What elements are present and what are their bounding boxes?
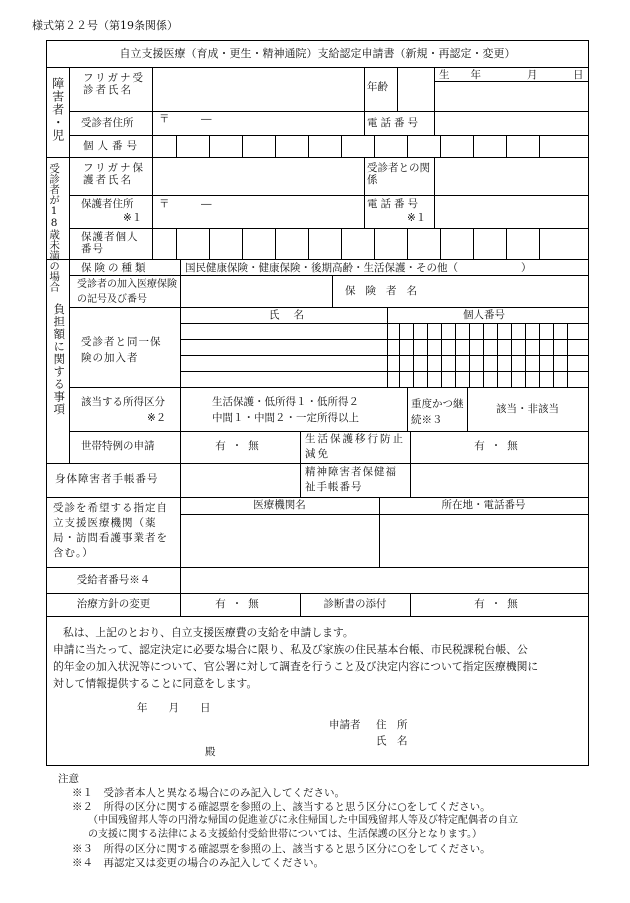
physical-handbook-field[interactable]: [181, 464, 299, 496]
severe-continuous-label: 重度かつ継続※３: [411, 398, 464, 426]
severe-continuous-options[interactable]: 該当・非該当: [496, 403, 559, 415]
statement-line-1: 私は、上記のとおり、自立支援医療費の支給を申請します。: [63, 626, 354, 639]
household-special-label: 世帯特例の申請: [81, 440, 155, 452]
institution-name-header: 医療機関名: [253, 499, 306, 511]
guardian-phone-note: ※１: [407, 212, 427, 224]
birth-date-field[interactable]: [435, 82, 587, 110]
note-2-detail-2: の支援に関する法律による支援給付受給世帯については、生活保護の区分となります。）: [88, 829, 482, 840]
guardian-postal-code[interactable]: 〒 ―: [159, 198, 212, 210]
income-category-note: ※２: [147, 412, 167, 424]
guardian-name-field[interactable]: [153, 158, 363, 194]
birth-year-label: 生 年: [439, 69, 481, 81]
guardian-address-label: 保護者住所: [81, 198, 134, 210]
patient-phone-field[interactable]: [435, 112, 587, 134]
guardian-name-label: フリガナ保護者氏名: [83, 162, 145, 187]
institution-label: 受診を希望する指定自立支援医療機関（薬局・訪問看護事業者を含む。）: [53, 502, 168, 559]
notes-heading: 注意: [58, 773, 79, 785]
welfare-transition-options[interactable]: 有・無: [474, 440, 524, 452]
application-form: [46, 40, 589, 766]
patient-name-label: フリガナ受診者氏名: [83, 72, 145, 97]
treatment-change-label: 治療方針の変更: [76, 598, 151, 610]
guardian-my-number-field[interactable]: [153, 229, 587, 258]
guardian-phone-label: 電話番号: [367, 198, 421, 210]
age-field[interactable]: [398, 68, 433, 110]
patient-name-field[interactable]: [153, 68, 363, 110]
same-insurance-name-header: 氏名: [269, 309, 318, 321]
applicant-signature-field[interactable]: [417, 717, 582, 751]
institution-name-field[interactable]: [181, 515, 378, 566]
recipient-number-field[interactable]: [181, 568, 587, 592]
same-insurance-label: 受診者と同一保険の加入者: [81, 336, 162, 364]
statement-line-3: 的年金の加入状況等について、官公署に対して調査を行うこと及び決定内容について指定医療機関に: [53, 660, 539, 673]
addressee-suffix: 殿: [205, 746, 216, 758]
institution-address-field[interactable]: [380, 515, 587, 566]
mental-handbook-field[interactable]: [411, 464, 587, 496]
guardian-phone-field[interactable]: [435, 196, 587, 227]
physical-handbook-label: 身体障害者手帳番号: [55, 473, 159, 485]
household-special-options[interactable]: 有・無: [215, 440, 265, 452]
birth-month-label: 月: [527, 69, 538, 81]
notes: [58, 772, 618, 870]
application-date[interactable]: 年 月 日: [137, 702, 211, 714]
note-4: ※４ 再認定又は変更の場合のみ記入してください。: [72, 857, 324, 869]
insurer-name-label: 保険者名: [345, 285, 427, 297]
burden-section-label: 負担額に関する事項: [52, 303, 67, 416]
insurance-type-label: 保険の種類: [81, 262, 149, 274]
relation-field[interactable]: [435, 158, 587, 194]
patient-my-number-field[interactable]: [153, 136, 587, 156]
age-label: 年齢: [367, 81, 388, 93]
relation-label: 受診者との関係: [367, 162, 430, 187]
patient-section-label: 障害者・児: [50, 77, 65, 142]
patient-my-number-label: 個人番号: [83, 140, 141, 152]
same-insurance-my-number-field[interactable]: [388, 324, 587, 386]
note-2-detail-1: （中国残留邦人等の円滑な帰国の促進並びに永住帰国した中国残留邦人等及び特定配偶者の自立: [88, 815, 518, 826]
same-insurance-name-field[interactable]: [181, 324, 386, 386]
certificate-label: 診断書の添付: [323, 598, 387, 610]
income-options-row2[interactable]: 中間１・中間２・一定所得以上: [212, 412, 359, 424]
form-code: 様式第２２号（第19条関係）: [32, 19, 178, 32]
certificate-options[interactable]: 有・無: [474, 598, 524, 610]
applicant-label: 申請者: [329, 719, 361, 731]
statement-line-4: 対して情報提供することに同意をします。: [53, 677, 258, 690]
welfare-transition-label: 生活保護移行防止減免: [305, 433, 405, 460]
income-category-label: 該当する所得区分: [81, 396, 165, 408]
guardian-section-label: 受診者が18歳未満の場合: [48, 163, 61, 292]
note-1: ※１ 受診者本人と異なる場合にのみ記入してください。: [72, 787, 345, 799]
form-title: 自立支援医療（育成・更生・精神通院）支給認定申請書（新規・再認定・変更）: [119, 47, 516, 60]
note-3: ※３ 所得の区分に関する確認票を参照の上、該当すると思う区分に○をしてください。: [72, 843, 491, 855]
insurance-type-options[interactable]: 国民健康保険・健康保険・後期高齢・生活保護・その他（ ）: [185, 262, 532, 274]
birth-day-label: 日: [573, 69, 584, 81]
guardian-address-note: ※１: [123, 212, 143, 224]
institution-address-header: 所在地・電話番号: [441, 499, 526, 511]
applicant-name-label: 氏 名: [376, 735, 408, 747]
note-2: ※２ 所得の区分に関する確認票を参照の上、該当すると思う区分に○をしてください。: [72, 801, 491, 813]
patient-postal-code[interactable]: 〒 ―: [159, 113, 212, 125]
treatment-change-options[interactable]: 有・無: [215, 598, 265, 610]
applicant-address-label: 住 所: [376, 719, 408, 731]
insurance-symbol-label: 受診者の加入医療保険の記号及び番号: [77, 279, 177, 305]
statement-line-2: 申請に当たって、認定決定に必要な場合に限り、私及び家族の住民基本台帳、市民税課税台帳、公: [53, 643, 528, 656]
income-options-row1[interactable]: 生活保護・低所得１・低所得２: [212, 396, 359, 408]
mental-handbook-label: 精神障害者保健福祉手帳番号: [305, 466, 397, 493]
patient-address-label: 受診者住所: [81, 117, 134, 129]
insurance-symbol-field[interactable]: [181, 276, 331, 306]
guardian-my-number-label: 保護者個人番号: [81, 231, 139, 256]
patient-phone-label: 電話番号: [367, 117, 421, 129]
same-insurance-my-number-header: 個人番号: [463, 309, 505, 321]
recipient-number-label: 受給者番号※４: [76, 574, 151, 586]
